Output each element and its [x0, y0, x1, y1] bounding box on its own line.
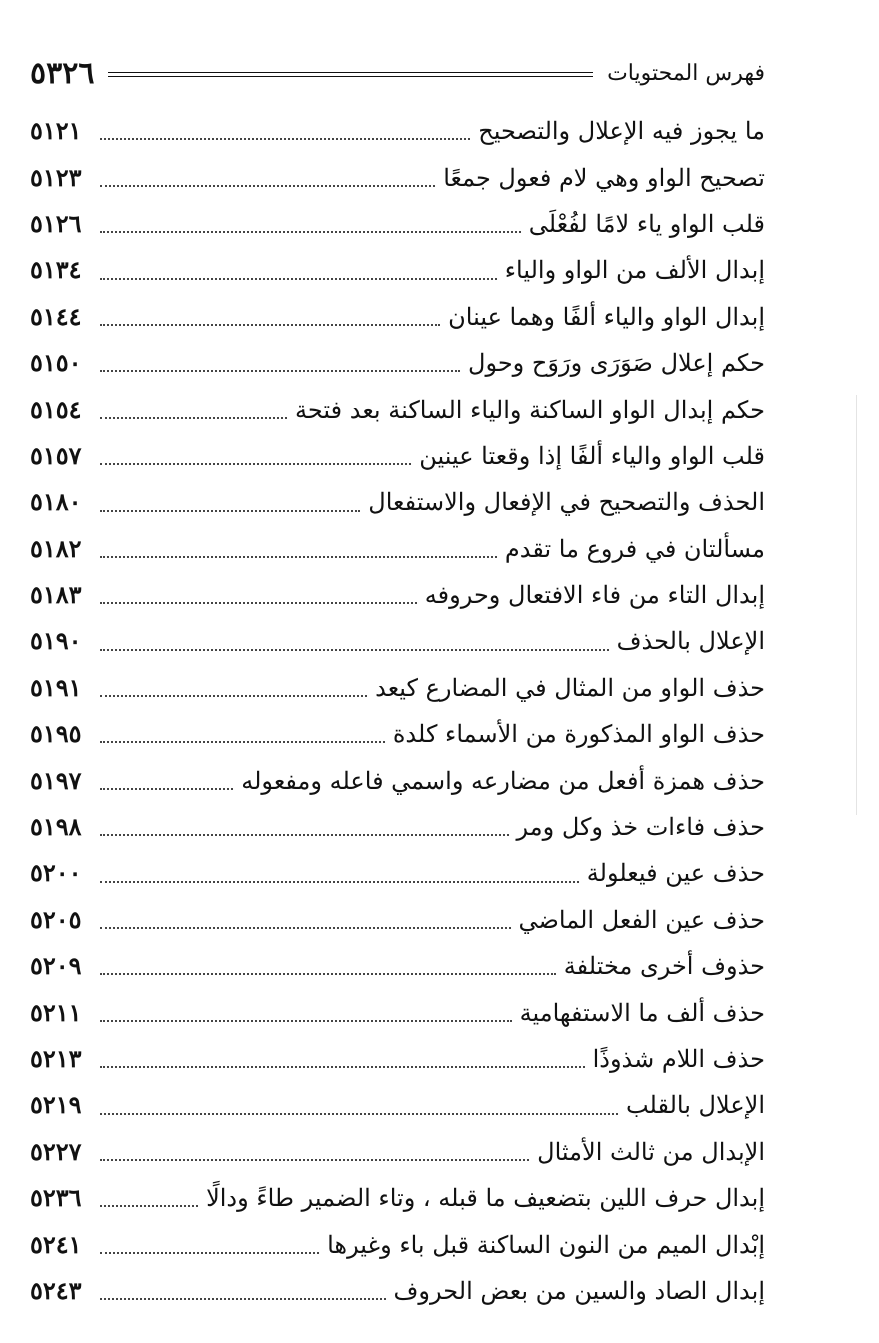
toc-entry	[30, 572, 765, 618]
dot-leader	[100, 649, 609, 651]
dot-leader	[100, 1020, 512, 1022]
toc-entry-page: ٥٢١١	[30, 997, 82, 1027]
toc-entry	[30, 1129, 765, 1175]
dot-leader	[100, 324, 440, 326]
dot-leader	[100, 1298, 386, 1300]
toc-entry-title: حذف اللام شذوذًا	[592, 1045, 765, 1073]
toc-entry-page: ٥١٥٠	[30, 348, 82, 378]
toc-entry-page: ٥١٣٤	[30, 255, 82, 285]
dot-leader	[100, 1252, 319, 1254]
toc-entry-title: حكم إبدال الواو الساكنة والياء الساكنة بعد فتحة	[295, 395, 765, 424]
dot-leader	[100, 741, 385, 743]
toc-entry	[30, 618, 765, 664]
toc-entry	[30, 108, 765, 154]
book-page	[30, 0, 765, 1343]
dot-leader	[100, 510, 360, 512]
dot-leader	[100, 881, 579, 883]
toc-entry	[30, 479, 765, 525]
toc-entry-title: الإعلال بالقلب	[625, 1091, 765, 1120]
toc-entry	[30, 154, 765, 200]
toc-entry-title: مسألتان في فروع ما تقدم	[504, 534, 765, 563]
toc-entry-page: ٥٢٤٣	[30, 1275, 82, 1305]
toc-entry-page: ٥١٨٣	[30, 580, 82, 610]
toc-entry-page: ٥٢٠٥	[30, 904, 82, 934]
toc-entry-title: تصحيح الواو وهي لام فعول جمعًا	[443, 163, 765, 192]
toc-entry	[30, 1268, 765, 1314]
toc-entry	[30, 757, 765, 803]
dot-leader	[100, 417, 287, 419]
dot-leader	[100, 788, 233, 790]
toc-entry	[30, 201, 765, 247]
toc-entry-page: ٥١٩١	[30, 672, 82, 702]
dot-leader	[100, 695, 367, 697]
toc-entry-title: إبدال حرف اللين بتضعيف ما قبله ، وتاء الضمير طاءً ودالًا	[206, 1184, 765, 1213]
toc-entry-page: ٥٢١٣	[30, 1044, 82, 1073]
dot-leader	[100, 1066, 585, 1068]
header-double-rule	[108, 72, 593, 77]
toc-entry	[30, 1082, 765, 1128]
toc-entry	[30, 850, 765, 896]
dot-leader	[100, 1205, 198, 1207]
dot-leader	[100, 370, 460, 372]
dot-leader	[100, 927, 511, 929]
toc-entry-page: ٥١٤٤	[30, 301, 82, 331]
dot-leader	[100, 834, 509, 836]
dot-leader	[100, 185, 435, 187]
toc-entry-title: قلب الواو والياء ألفًا إذا وقعتا عينين	[419, 441, 765, 470]
toc-entry-page: ٥٢٠٩	[30, 951, 82, 981]
toc-entry	[30, 711, 765, 757]
toc-entry-title: حذف الواو المذكورة من الأسماء كلدة	[392, 720, 765, 749]
header-title: فهرس المحتويات	[607, 61, 765, 86]
toc-entry-page: ٥٢٠٠	[30, 858, 82, 888]
toc-entry	[30, 943, 765, 989]
toc-entry-page: ٥١٥٧	[30, 440, 82, 470]
toc-entry-page: ٥١٨٠	[30, 487, 82, 517]
toc-entry-page: ٥١٩٧	[30, 765, 82, 795]
toc-entry-page: ٥٢١٩	[30, 1090, 82, 1120]
toc-entry	[30, 340, 765, 386]
toc-entry-title: الحذف والتصحيح في الإفعال والاستفعال	[368, 488, 765, 517]
toc-entry	[30, 294, 765, 340]
toc-entry	[30, 433, 765, 479]
toc-entry-page: ٥١٢٦	[30, 208, 82, 238]
toc-entry-title: الإبدال من ثالث الأمثال	[537, 1137, 765, 1166]
toc-entry-title: إبدال الصاد والسين من بعض الحروف	[393, 1276, 765, 1305]
toc-entry-title: حذف ألف ما الاستفهامية	[519, 998, 765, 1027]
toc-entry-title: حكم إعلال صَوَرَى ورَوَح وحول	[468, 349, 765, 378]
toc-entry-title: الإعلال بالحذف	[616, 627, 765, 656]
toc-entry-page: ٥١٩٨	[30, 812, 82, 842]
toc-entry-page: ٥٢٢٧	[30, 1136, 82, 1166]
toc-entry-page: ٥١٢١	[30, 116, 82, 146]
toc-entry-page: ٥١٥٤	[30, 394, 82, 424]
dot-leader	[100, 231, 521, 233]
toc-entry	[30, 1036, 765, 1082]
toc-entry-page: ٥١٩٥	[30, 719, 82, 749]
dot-leader	[100, 1159, 529, 1161]
toc-entry-title: إبدال الواو والياء ألفًا وهما عينان	[448, 302, 765, 331]
toc-entry-title: حذف الواو من المثال في المضارع كيعد	[375, 673, 765, 702]
toc-entry	[30, 1221, 765, 1267]
toc-entry-title: إبدال التاء من فاء الافتعال وحروفه	[424, 581, 765, 610]
toc-entry	[30, 247, 765, 293]
toc-entry	[30, 386, 765, 432]
dot-leader	[100, 556, 497, 558]
toc-entry-title: حذف فاءات خذ وكل ومر	[516, 813, 765, 842]
toc-entry	[30, 665, 765, 711]
toc-entry-title: حذف عين الفعل الماضي	[518, 905, 765, 934]
toc-entry	[30, 897, 765, 943]
toc-entry-title: قلب الواو ياء لامًا لفُعْلَى	[528, 209, 765, 238]
dot-leader	[100, 1113, 618, 1115]
toc-entry-title: حذف عين فيعلولة	[586, 859, 765, 888]
page-number: ٥٣٢٦	[30, 56, 95, 91]
toc-entry	[30, 989, 765, 1035]
scan-edge-mark	[856, 395, 857, 815]
toc-entry	[30, 804, 765, 850]
dot-leader	[100, 138, 470, 140]
toc-entry-title: إبدال الألف من الواو والياء	[504, 256, 765, 285]
running-header	[30, 52, 765, 96]
dot-leader	[100, 602, 417, 604]
toc-entry-page: ٥٢٤١	[30, 1229, 82, 1259]
toc-entry-title: حذف همزة أفعل من مضارعه واسمي فاعله ومفعوله	[241, 766, 765, 795]
table-of-contents	[30, 108, 765, 1314]
dot-leader	[100, 463, 411, 465]
toc-entry-page: ٥٢٣٦	[30, 1183, 82, 1213]
toc-entry-page: ٥١٨٢	[30, 533, 82, 563]
toc-entry-title: حذوف أخرى مختلفة	[563, 952, 765, 981]
toc-entry-page: ٥١٢٣	[30, 162, 82, 192]
dot-leader	[100, 278, 497, 280]
dot-leader	[100, 973, 556, 975]
toc-entry	[30, 1175, 765, 1221]
toc-entry	[30, 526, 765, 572]
toc-entry-title: ما يجوز فيه الإعلال والتصحيح	[478, 117, 765, 146]
toc-entry-title: إبْدال الميم من النون الساكنة قبل باء وغيرها	[327, 1230, 765, 1259]
toc-entry-page: ٥١٩٠	[30, 626, 82, 656]
